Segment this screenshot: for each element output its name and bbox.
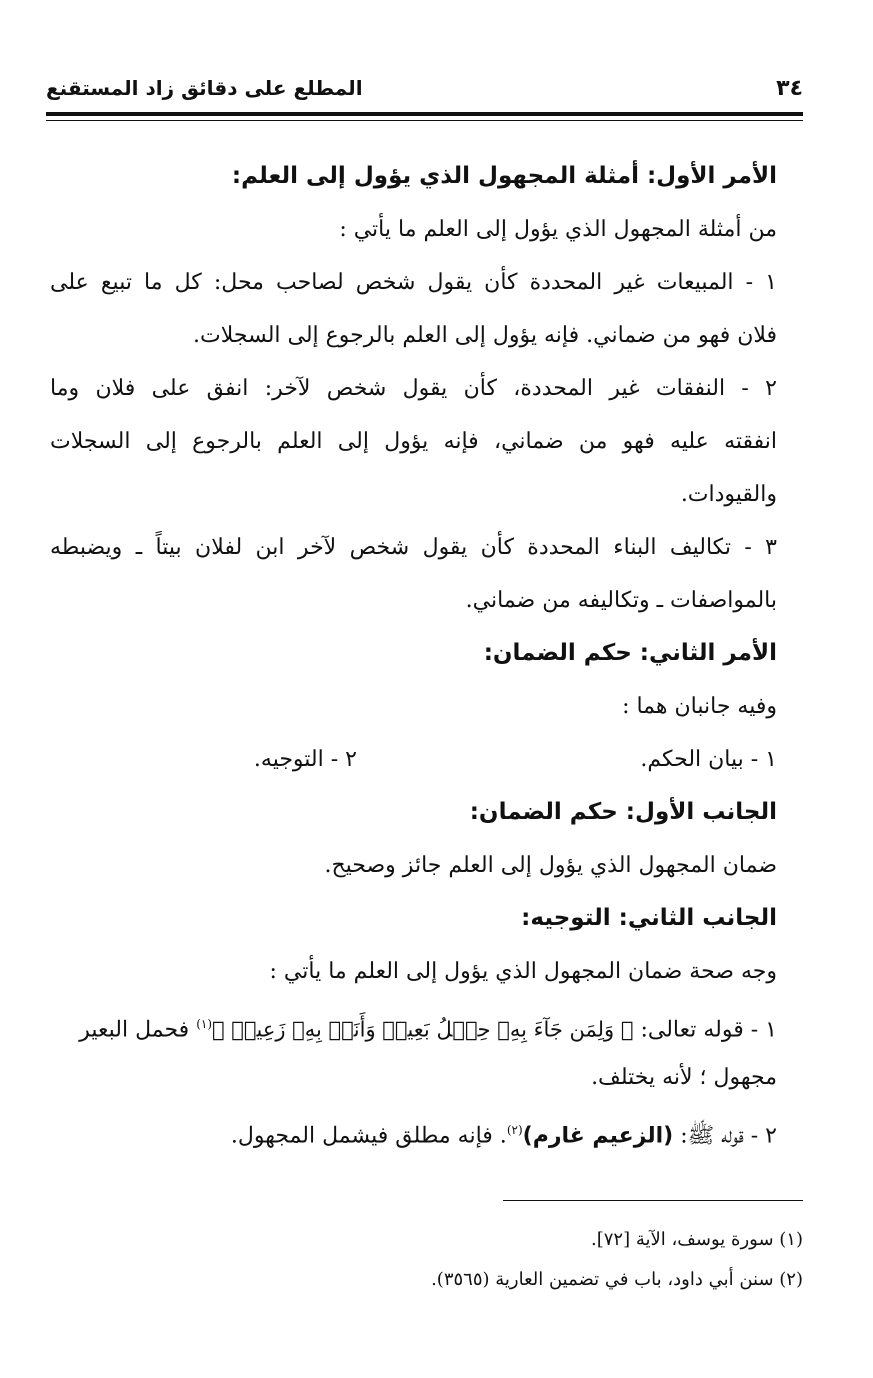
paragraph: ضمان المجهول الذي يؤول إلى العلم جائز وصحيح. — [324, 853, 777, 878]
section-heading: الأمر الثاني: حكم الضمان: — [483, 640, 777, 666]
list-item: ٣ - تكاليف البناء المحددة كأن يقول شخص لآخر ابن لفلان بيتاً ـ ويضبطه — [50, 535, 777, 560]
footnote: (٢) سنن أبي داود، باب في تضمين العارية (٣٥٦٥). — [431, 1269, 803, 1290]
evidence-prefix: ١ - قوله تعالى: — [640, 1017, 777, 1043]
list-item — [50, 998, 777, 1051]
paragraph: وفيه جانبان هما : — [622, 694, 777, 719]
list-item: ٢ - النفقات غير المحددة، كأن يقول شخص لآخر: انفق على فلان وما — [50, 376, 777, 401]
section-heading: الأمر الأول: أمثلة المجهول الذي يؤول إلى العلم: — [231, 163, 777, 189]
section-heading: الجانب الأول: حكم الضمان: — [469, 799, 777, 825]
paragraph: بالمواصفات ـ وتكاليفه من ضماني. — [465, 588, 777, 613]
page-header — [46, 76, 803, 116]
main-text — [50, 150, 777, 1157]
page-number: ٣٤ — [776, 76, 803, 101]
evidence-prefix: ٢ - قوله ﷺ: — [680, 1123, 777, 1149]
list-item: ١ - بيان الحكم. — [640, 747, 777, 772]
paragraph: من أمثلة المجهول الذي يؤول إلى العلم ما يأتي : — [339, 217, 777, 242]
header-rule-thick — [46, 112, 803, 116]
paragraph: وجه صحة ضمان المجهول الذي يؤول إلى العلم ما يأتي : — [269, 959, 777, 984]
section-heading: الجانب الثاني: التوجيه: — [521, 905, 777, 931]
paragraph: مجهول ؛ لأنه يختلف. — [591, 1065, 777, 1090]
hadith-text: (الزعيم غارم) — [522, 1123, 674, 1149]
list-item — [50, 1104, 777, 1157]
evidence-suffix: . فإنه مطلق فيشمل المجهول. — [230, 1123, 507, 1149]
footnote-ref: (١) — [196, 1017, 213, 1031]
book-title: المطلع على دقائق زاد المستقنع — [46, 76, 363, 100]
evidence-suffix: فحمل البعير — [79, 1017, 190, 1043]
quran-verse: ﴿ وَلِمَن جَآءَ بِهِۦ حِمۡلُ بَعِيرٖ وَأَنَا۠ بِهِۦ زَعِيمٞ ﴾ — [212, 1017, 634, 1042]
footnotes — [50, 1220, 803, 1300]
footnote: (١) سورة يوسف، الآية [٧٢]. — [591, 1229, 803, 1250]
header-rule-thin — [46, 120, 803, 121]
footnote-ref: (٢) — [506, 1123, 523, 1137]
list-item: ٢ - التوجيه. — [253, 747, 357, 772]
list-item: ١ - المبيعات غير المحددة كأن يقول شخص لصاحب محل: كل ما تبيع على — [50, 270, 777, 295]
paragraph: والقيودات. — [680, 482, 777, 507]
paragraph: فلان فهو من ضماني. فإنه يؤول إلى العلم بالرجوع إلى السجلات. — [193, 323, 777, 348]
aspect-list — [50, 733, 777, 786]
footnote-divider — [503, 1200, 803, 1201]
paragraph: انفقته عليه فهو من ضماني، فإنه يؤول إلى العلم بالرجوع إلى السجلات — [50, 429, 777, 454]
